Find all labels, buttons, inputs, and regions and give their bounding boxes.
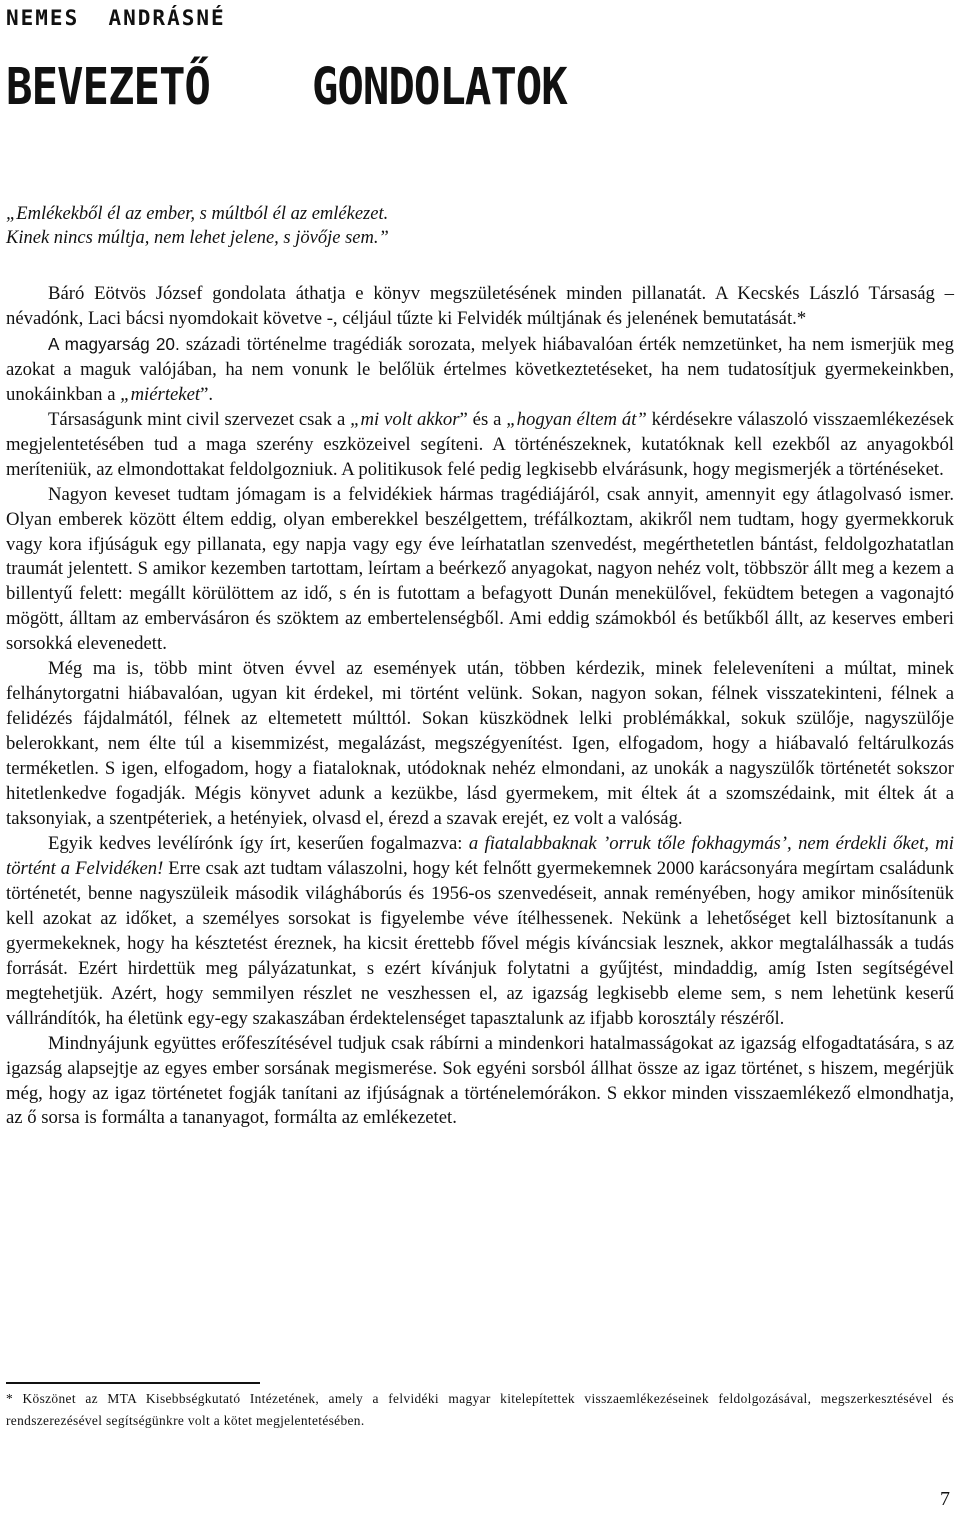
book-page [6,0,954,1524]
paragraph-7: Mindnyájunk együttes erőfeszítésével tudjuk csak rábírni a mindenkori hatalmasságokat az igazság elfogadtatására, s az igazság alapsejtje az egyes ember sorsának megismerése. Sok egyéni sorsból állhat össze az igaz történet, s hiszem, megérjük még, hogy az igaz történetet fogják tanítani az ifjúságnak a történelemórákon. S ekkor minden visszaemlékező elmondhatja, az ő sorsa is formálta a tananyagot, formálta az emlékezetet. [6,1032,954,1129]
motto-line-1: „Emlékekből él az ember, s múltból él az emlékezet. [6,204,389,224]
italic-emphasis: „mi volt akkor [350,408,460,430]
body-text [6,282,954,1131]
paragraph-1: Báró Eötvös József gondolata áthatja e könyv megszületésének minden pillanatát. A Kecskés László Társaság – névadónk, Laci bácsi nyomdokait követve -, céljául tűzte ki Felvidék múltjának és jelenének bemutatását.* [6,283,954,329]
footnote-divider [6,1382,260,1384]
paragraph-5: Még ma is, több mint ötven évvel az események után, többen kérdezik, minek feleleveníteni a múltat, minek felhánytorgatni hiábavalóan, ugyan kit érdekel, mi történt velünk. Sokan, nagyon sokan, félnek visszatekinteni, félnek a felidézés fájdalmától, félnek az eltemetett múlttól. Sokan küszködnek lelki problémákkal, sokuk szülője, nagyszülője belerokkant, nem élte túl a kisemmizést, megalázást, megszégyenítést. Igen, elfogadom, hogy a hiábavaló feltárulkozás terméketlen. S igen, elfogadom, hogy a fiataloknak, utódoknak nehéz elmondani, az unokák a nagyszülők történetét sokszor hitetlenkedve fogadják. Mégis könyvet adunk a kezükbe, lásd gyermekem, mit éltek át a szomszédaink, mit éltek át a taksonyiak, a szentpéteriek, a hetényiek, olvasd el, érezd a szavak erejét, ez volt a valóság. [6,658,954,830]
paragraph-4: Nagyon keveset tudtam jómagam is a felvidékiek hármas tragédiájáról, csak annyit, amennyit egy átlagolvasó ismer. Olyan emberek között éltem eddig, olyan emberekkel beszélgettem, tréfálkoztam, akikről nem tudtam, hogy gyermekkoruk vagy kora ifjúságuk egy pillanata, egy napja vagy egy éve leírhatatlan szenvedést, megérthetetlen bántást, feldolgozhatatlan traumát jelentett. S amikor kezemben tartottam, leírtam a beérkező anyagokat, nagyon nehéz volt, többször állt meg a kezem a billentyű felett: megállt körülöttem az idő, s én is futottam a befagyott Dunán menekülővel, feküdtem betegen a vagonajtó mögött, álltam az embervásáron és szöktem az embertelenségből. Ami eddig számokból és betűkből állt, az keserves emberi sorsokká elevenedett. [6,483,954,655]
page-number: 7 [940,1488,950,1510]
author-name: NEMES ANDRÁSNÉ [6,6,226,30]
italic-emphasis: „miérteket [120,383,201,405]
motto-line-2: Kinek nincs múltja, nem lehet jelene, s jövője sem.” [6,228,389,248]
motto-quote [6,202,389,250]
paragraph-2: A magyarság 20. századi történelme tragédiák sorozata, melyek hiábavalóan érték nemzetünket, ha nem ismerjük meg azokat a maguk valójában, ha nem vonunk le belőlük értelmes következtetéseket, ha nem tudatosítjuk gyermekeinkben, unokáinkban a „miérteket”. [6,333,954,405]
italic-emphasis: „hogyan éltem át” [506,408,647,430]
paragraph-2-lead: A magyarság 20. [48,333,180,354]
italic-emphasis: a fiatalabbaknak ’orruk tőle fokhagymás’, nem érdekli őket, mi történt a Felvidéken! [6,832,954,879]
chapter-title: BEVEZETŐ GONDOLATOK [6,58,567,117]
paragraph-6: Egyik kedves levélírónk így írt, keserűen fogalmazva: a fiatalabbaknak ’orruk tőle fokhagymás’, nem érdekli őket, mi történt a Felvidéken! Erre csak azt tudtam válaszolni, hogy két felnőtt gyermekemnek 2000 karácsonyára megírtam családunk történetét, benne nagyszüleik második világháborús és 1956-os szenvedéseit, annak reményében, hogy amikor minősítenük kell azokat az időket, a személyes sorsokat is figyelembe véve ítélhessenek. Nekünk a lehetőséget kell biztosítanunk a gyermekeknek, hogy ha késztetést éreznek, ha kicsit érettebb fővel mégis kíváncsiak lesznek, akkor megtalálhassák a tudás forrását. Ezért hirdettük meg pályázatunkat, s ezért kívánjuk folytatni a gyűjtést, mindaddig, amíg Isten segítségével megtehetjük. Azért, hogy semmilyen részlet ne veszhessen el, az igazság legkisebb eleme sem, s nem lehetünk keserű vállrándítók, ha életünk egy-egy szakaszában érdektelenséget tapasztalunk az ifjabb korosztály részéről. [6,832,954,1029]
footnote: * Köszönet az MTA Kisebbségkutató Intézetének, amely a felvidéki magyar kitelepítettek visszaemlékezéseinek feldolgozásával, megszerkesztésével és rendszerezésével segítségünkre volt a kötet megjelentetésében. [6,1391,954,1428]
paragraph-3: Társaságunk mint civil szervezet csak a „mi volt akkor” és a „hogyan éltem át” kérdésekre válaszoló visszaemlékezések megjelentetésében tud a maga szerény eszközeivel segíteni. A történészeknek, kutatóknak kell ezekből az anyagokból meríteniük, az elmondottakat feldolgozniuk. A politikusok felé pedig legkisebb elvárásunk, hogy megismerjék a történéseket. [6,408,955,480]
